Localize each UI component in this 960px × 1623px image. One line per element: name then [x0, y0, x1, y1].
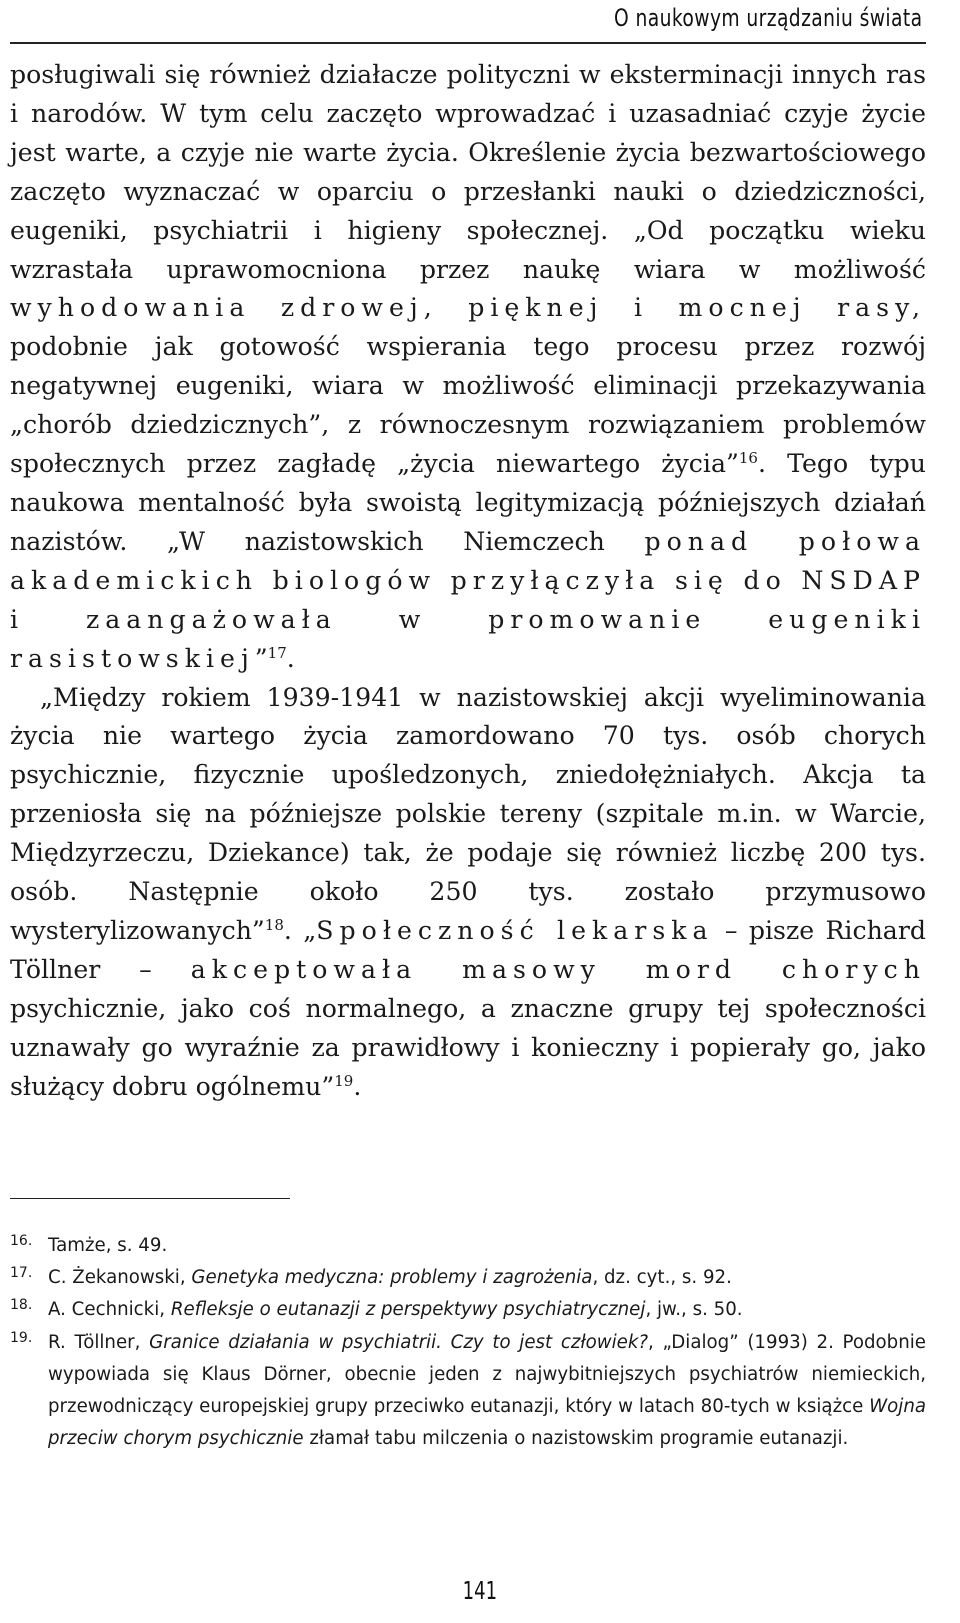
- footnote-rule: [10, 1198, 290, 1199]
- footnote-ref-18: 18: [264, 915, 284, 934]
- footnote-ref-19: 19: [334, 1071, 354, 1090]
- text-run: .: [353, 1071, 362, 1101]
- footnote-title: Genetyka medyczna: problemy i zagrożenia: [191, 1267, 593, 1289]
- footnote-text: [48, 1262, 926, 1294]
- footnote-number: 18.: [10, 1297, 33, 1314]
- text-run: . „: [283, 915, 317, 945]
- main-text: [10, 56, 926, 1106]
- footnote-16: [10, 1230, 926, 1262]
- page-number-value: 141: [462, 1576, 498, 1605]
- header-rule: [10, 42, 926, 44]
- paragraph-2: [10, 679, 926, 1107]
- footnote-number: 19.: [10, 1329, 33, 1346]
- footnote-reference: , dz. cyt., s. 92.: [592, 1267, 732, 1289]
- text-run: .: [286, 643, 295, 673]
- footnote-19: [10, 1327, 926, 1456]
- footnote-ref-16: 16: [738, 449, 758, 468]
- footnote-text: [48, 1294, 926, 1326]
- footnote-18: [10, 1294, 926, 1326]
- footnote-title: Wojna przeciw chorym psychicznie: [48, 1396, 926, 1450]
- footnote-title: Refleksje o eutanazji z perspektywy psychiatrycznej: [170, 1299, 646, 1321]
- footnote-reference: , jw., s. 50.: [645, 1299, 743, 1321]
- text-run: ”: [254, 643, 268, 673]
- footnote-text: [48, 1230, 926, 1262]
- footnote-content: Tamże, s. 49.: [48, 1235, 168, 1256]
- footnote-author: C. Żekanowski,: [48, 1267, 192, 1289]
- footnote-author: R. Töllner,: [48, 1331, 150, 1353]
- spaced-emphasis: Społeczność lekarska: [316, 915, 714, 945]
- running-title: O naukowym urządzaniu świata: [613, 4, 922, 32]
- text-run: podobnie jak gotowość wspierania tego procesu przez rozwój negatywnej eugeniki, wiara w możliwość eliminacji przekazywania „chorób dziedzicznych”, z równoczesnym rozwiązaniem problemów społecznych przez zagładę „życia niewartego życia”: [10, 332, 926, 479]
- paragraph-1: [10, 56, 926, 679]
- footnote-17: [10, 1262, 926, 1294]
- text-run: psychicznie, jako coś normalnego, a znaczne grupy tej społeczności uznawały go wyraźnie za prawidłowy i konieczny i popierały go, jako służący dobru ogólnemu”: [10, 993, 926, 1101]
- footnote-text: [48, 1327, 926, 1456]
- spaced-emphasis: akceptowała masowy mord chorych: [190, 954, 926, 984]
- page-number: [0, 1576, 960, 1605]
- text-run: posługiwali się również działacze polityczni w eksterminacji innych ras i narodów. W tym celu zaczęto wprowadzać i uzasadniać czyje życie jest warte, a czyje nie warte życia. Określenie życia bezwartościowego zaczęto wyznaczać w oparciu o przesłanki nauki o dziedziczności, eugeniki, psychiatrii i higieny społecznej. „Od początku wieku wzrastała uprawomocniona przez naukę wiara w możliwość: [10, 60, 926, 284]
- text-run: – pisze Richard Töllner –: [10, 915, 926, 984]
- footnote-ref-17: 17: [267, 643, 287, 662]
- footnote-author: A. Cechnicki,: [48, 1299, 171, 1321]
- footnotes: [10, 1230, 926, 1455]
- footnote-number: 16.: [10, 1233, 33, 1249]
- text-run: „Między rokiem 1939-1941 w nazistowskiej akcji wyeliminowania życia nie wartego życia zamordowano 70 tys. osób chorych psychicznie, fizycznie upośledzonych, zniedołężniałych. Akcja ta przeniosła się na późniejsze polskie tereny (szpitale m.in. w Warcie, Międzyrzeczu, Dziekance) tak, że podaje się również liczbę 200 tys. osób. Następnie około 250 tys. zostało przymusowo wysterylizowanych”: [10, 682, 926, 945]
- footnote-reference: złamał tabu milczenia o nazistowskim programie eutanazji.: [303, 1428, 849, 1450]
- footnote-number: 17.: [10, 1265, 33, 1282]
- footnote-reference: , „Dialog” (1993) 2. Podobnie wypowiada się Klaus Dörner, obecnie jeden z najwybitniejszych psychiatrów niemieckich, przewodniczący europejskiej grupy przeciwko eutanazji, który w latach 80-tych w książce: [48, 1331, 926, 1418]
- text-run: . Tego typu naukowa mentalność była swoistą legitymizacją późniejszych działań nazistów. „W nazistowskich Niemczech: [10, 449, 926, 556]
- spaced-emphasis: wyhodowania zdrowej, pięknej i mocnej rasy,: [10, 293, 926, 323]
- spaced-emphasis: ponad połowa akademickich biologów przyłączyła się do NSDAP i zaangażowała w promowanie eugeniki rasistowskiej: [10, 526, 926, 673]
- footnote-title: Granice działania w psychiatrii. Czy to jest człowiek?: [149, 1331, 649, 1353]
